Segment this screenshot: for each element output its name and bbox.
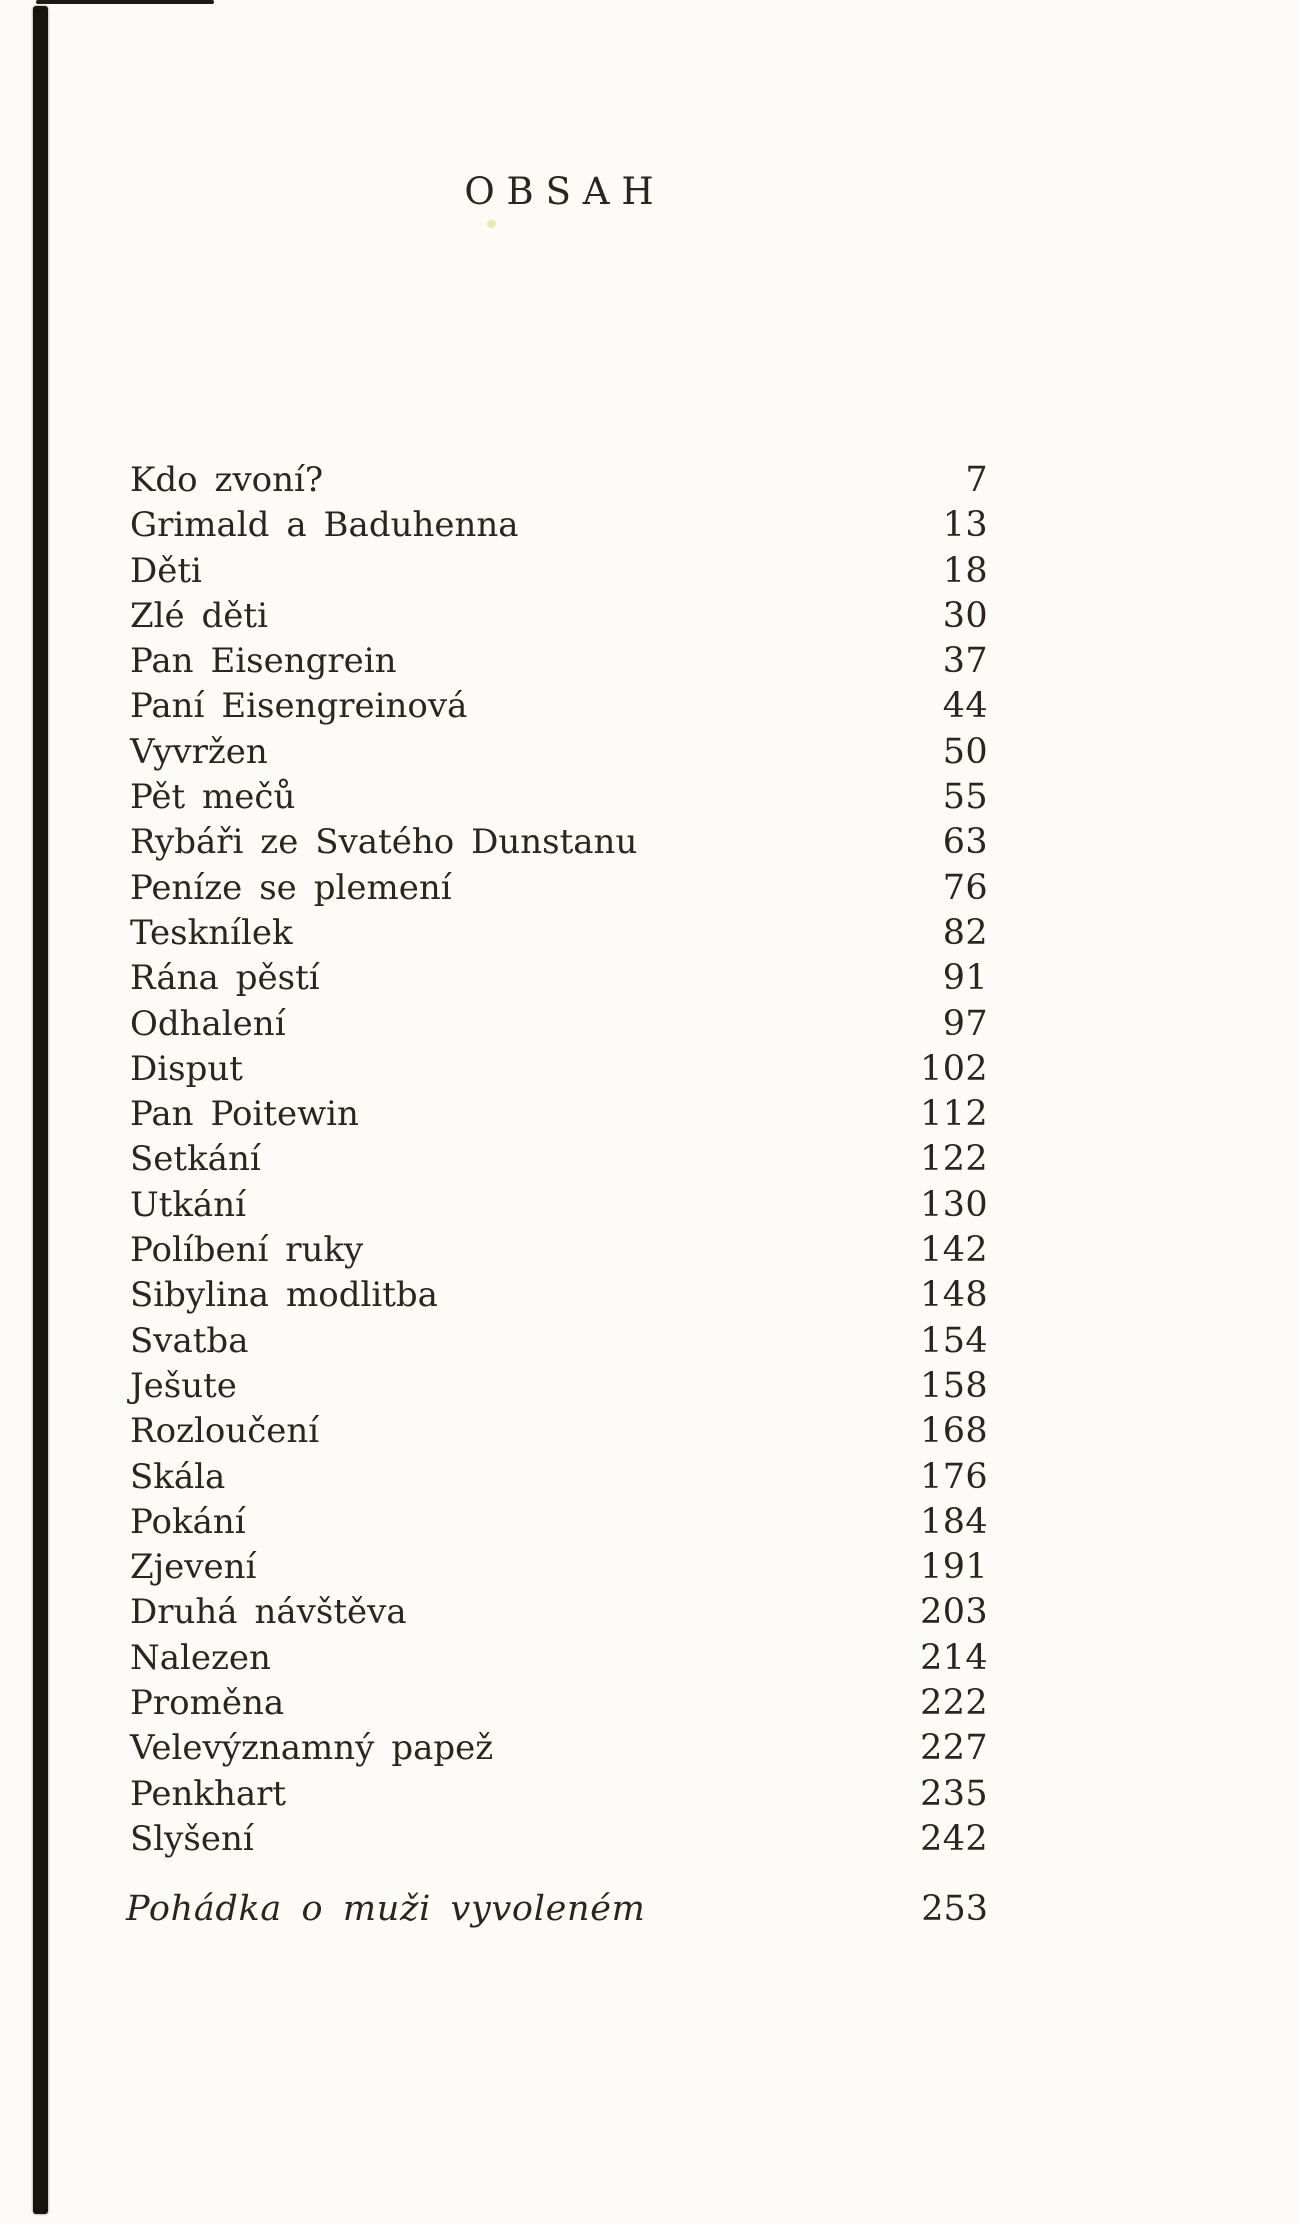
toc-row (130, 820, 988, 865)
chapter-title: Pohádka o muži vyvoleném (126, 1889, 646, 1929)
chapter-title: Svatba (130, 1320, 249, 1361)
chapter-title: Disput (130, 1048, 243, 1089)
toc-row (130, 639, 988, 684)
toc-row (130, 1681, 988, 1726)
toc-row (130, 1817, 988, 1862)
chapter-title: Nalezen (130, 1637, 271, 1678)
chapter-page-number: 184 (920, 1501, 988, 1542)
chapter-title: Velevýznamný papež (130, 1728, 494, 1769)
toc-row (130, 549, 988, 594)
toc-row (130, 1273, 988, 1318)
chapter-page-number: 214 (920, 1637, 988, 1678)
toc-row (130, 911, 988, 956)
chapter-page-number: 148 (920, 1275, 988, 1316)
toc-row (130, 1319, 988, 1364)
toc-row (130, 866, 988, 911)
scan-gutter-bar (33, 6, 48, 2214)
chapter-title: Sibylina modlitba (130, 1275, 438, 1316)
chapter-title: Druhá návštěva (130, 1592, 407, 1633)
toc-row (130, 1545, 988, 1590)
chapter-page-number: 158 (920, 1365, 988, 1406)
chapter-page-number: 176 (920, 1456, 988, 1497)
chapter-title: Vyvržen (130, 731, 268, 772)
chapter-page-number: 55 (942, 777, 988, 818)
chapter-page-number: 235 (920, 1773, 988, 1814)
chapter-page-number: 30 (942, 595, 988, 636)
chapter-title: Setkání (130, 1139, 261, 1180)
toc-special-row (126, 1884, 988, 1934)
chapter-page-number: 13 (942, 505, 988, 546)
chapter-title: Skála (130, 1456, 226, 1497)
chapter-page-number: 76 (942, 867, 988, 908)
chapter-page-number: 7 (965, 460, 988, 500)
chapter-title: Pan Eisengrein (130, 641, 397, 682)
chapter-page-number: 18 (942, 550, 988, 591)
chapter-title: Děti (130, 550, 202, 591)
toc-row (130, 1636, 988, 1681)
chapter-page-number: 50 (942, 731, 988, 772)
toc-row (130, 1726, 988, 1771)
chapter-page-number: 253 (921, 1889, 988, 1929)
chapter-title: Pět mečů (130, 777, 296, 818)
toc-row (130, 956, 988, 1001)
chapter-title: Rybáři ze Svatého Dunstanu (130, 822, 638, 863)
chapter-title: Pokání (130, 1501, 246, 1542)
chapter-title: Grimald a Baduhenna (130, 505, 519, 546)
chapter-page-number: 82 (942, 912, 988, 953)
toc-row (130, 1590, 988, 1635)
toc-row (130, 1409, 988, 1454)
toc-row (130, 458, 988, 503)
toc-list (130, 458, 988, 1862)
chapter-page-number: 63 (942, 822, 988, 863)
chapter-page-number: 112 (920, 1094, 988, 1135)
chapter-title: Paní Eisengreinová (130, 686, 468, 727)
toc-row (130, 684, 988, 729)
chapter-page-number: 44 (942, 686, 988, 727)
chapter-page-number: 191 (920, 1547, 988, 1588)
chapter-page-number: 222 (920, 1683, 988, 1724)
chapter-page-number: 154 (920, 1320, 988, 1361)
chapter-title: Pan Poitewin (130, 1094, 359, 1135)
chapter-page-number: 102 (920, 1048, 988, 1089)
chapter-title: Zlé děti (130, 595, 268, 636)
toc-row (130, 775, 988, 820)
toc-row (130, 1772, 988, 1817)
chapter-title: Odhalení (130, 1003, 286, 1044)
chapter-title: Peníze se plemení (130, 867, 452, 908)
chapter-page-number: 97 (942, 1003, 988, 1044)
chapter-title: Kdo zvoní? (130, 460, 324, 500)
chapter-page-number: 37 (942, 641, 988, 682)
toc-row (130, 1500, 988, 1545)
chapter-page-number: 168 (920, 1411, 988, 1452)
chapter-title: Tesknílek (130, 912, 293, 953)
chapter-page-number: 91 (942, 958, 988, 999)
chapter-page-number: 227 (920, 1728, 988, 1769)
chapter-page-number: 242 (920, 1818, 988, 1859)
chapter-title: Rána pěstí (130, 958, 320, 999)
chapter-page-number: 142 (920, 1230, 988, 1271)
chapter-page-number: 203 (920, 1592, 988, 1633)
chapter-page-number: 130 (920, 1184, 988, 1225)
toc-row (130, 1092, 988, 1137)
scan-edge-mark (36, 0, 214, 4)
toc-row (130, 1183, 988, 1228)
toc-row (130, 1364, 988, 1409)
page-title: OBSAH (464, 170, 666, 213)
chapter-title: Ješute (130, 1365, 237, 1406)
toc-row (130, 1455, 988, 1500)
toc-row (130, 1137, 988, 1182)
scan-speck (487, 220, 496, 228)
toc-row (130, 730, 988, 775)
toc-row (130, 503, 988, 548)
toc-row (130, 1002, 988, 1047)
chapter-title: Utkání (130, 1184, 246, 1225)
chapter-title: Zjevení (130, 1547, 257, 1588)
chapter-title: Políbení ruky (130, 1230, 364, 1271)
chapter-title: Slyšení (130, 1818, 254, 1859)
chapter-title: Penkhart (130, 1773, 287, 1814)
chapter-title: Proměna (130, 1683, 285, 1724)
toc-row (130, 594, 988, 639)
chapter-title: Rozloučení (130, 1411, 320, 1452)
chapter-page-number: 122 (920, 1139, 988, 1180)
toc-row (130, 1047, 988, 1092)
toc-row (130, 1228, 988, 1273)
